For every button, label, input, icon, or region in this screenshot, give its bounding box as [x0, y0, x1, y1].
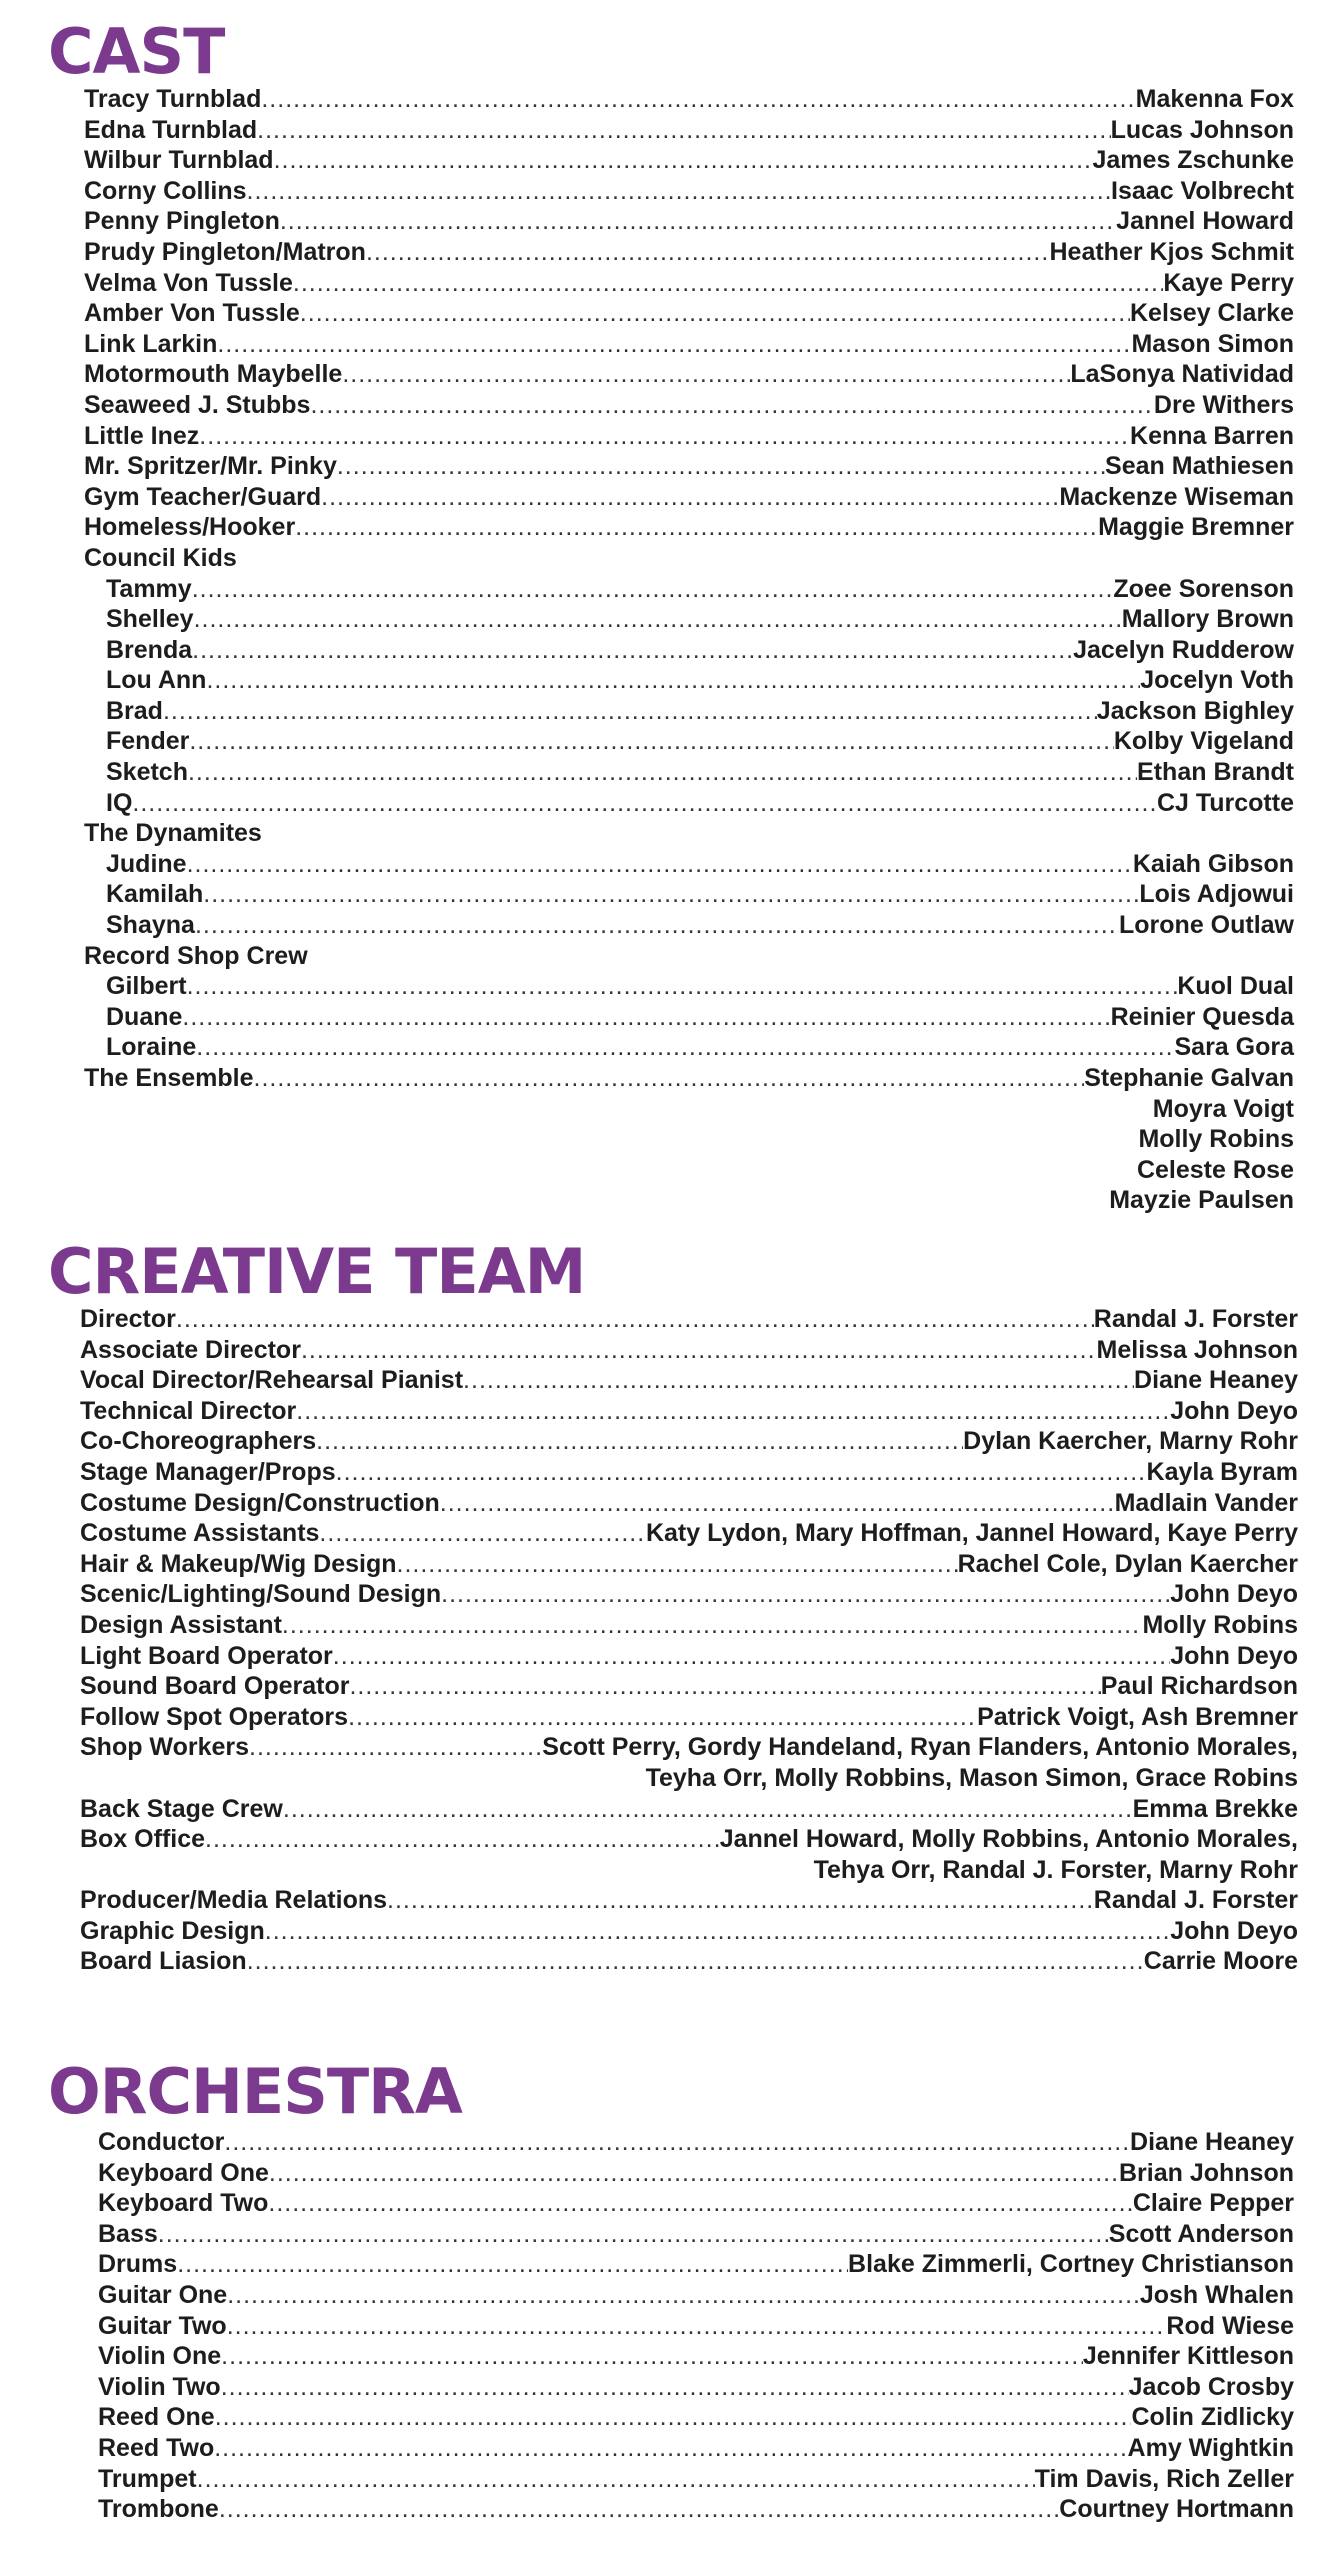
- cast-heading: CAST: [48, 15, 225, 88]
- role-label: Shelley: [106, 605, 194, 634]
- dot-leader: [441, 1579, 1170, 1610]
- performer-name: Jocelyn Voth: [1140, 666, 1294, 695]
- performer-name: Brian Johnson: [1118, 2158, 1294, 2187]
- performer-name: Patrick Voigt, Ash Bremner: [977, 1702, 1298, 1731]
- performer-name: John Deyo: [1170, 1396, 1298, 1425]
- credit-row: [84, 543, 1294, 574]
- performer-name: CJ Turcotte: [1156, 788, 1294, 817]
- role-label: Tracy Turnblad: [84, 85, 262, 113]
- orchestra-heading: ORCHESTRA: [48, 2055, 462, 2128]
- credit-row: [84, 1063, 1294, 1094]
- role-label: Reed One: [98, 2403, 215, 2432]
- dot-leader: [282, 1610, 1143, 1641]
- dot-leader: [333, 1641, 1170, 1672]
- credit-row: [80, 1335, 1298, 1366]
- dot-leader: [274, 145, 1093, 176]
- performer-name: Amy Wightkin: [1127, 2433, 1294, 2462]
- role-label: Fender: [106, 727, 190, 756]
- credit-row: [84, 849, 1294, 880]
- credit-row: [80, 1855, 1298, 1886]
- dot-leader: [217, 329, 1131, 360]
- dot-leader: [247, 1946, 1144, 1977]
- dot-leader: [336, 1457, 1147, 1488]
- role-label: IQ: [106, 788, 133, 817]
- performer-name: Diane Heaney: [1130, 2128, 1294, 2156]
- credit-row: [98, 2464, 1294, 2495]
- performer-name: Heather Kjos Schmit: [1049, 237, 1294, 266]
- role-label: Brad: [106, 696, 163, 725]
- credit-row: [98, 2188, 1294, 2219]
- credit-row: [84, 971, 1294, 1002]
- role-label: Guitar Two: [98, 2311, 227, 2340]
- role-label: Co-Choreographers: [80, 1427, 317, 1456]
- dot-leader: [261, 84, 1135, 115]
- performer-name: Jannel Howard, Molly Robbins, Antonio Morales,: [719, 1825, 1298, 1854]
- dot-leader: [342, 359, 1070, 390]
- role-label: Duane: [106, 1002, 183, 1031]
- role-label: Lou Ann: [106, 666, 207, 695]
- credit-row: [80, 1763, 1298, 1794]
- performer-name: Scott Anderson: [1108, 2219, 1294, 2248]
- role-label: Scenic/Lighting/Sound Design: [80, 1580, 442, 1609]
- credit-row: [80, 1426, 1298, 1457]
- role-label: Follow Spot Operators: [80, 1702, 349, 1731]
- credit-row: [84, 726, 1294, 757]
- role-label: Stage Manager/Props: [80, 1457, 336, 1486]
- dot-leader: [219, 2494, 1059, 2525]
- group-heading: The Dynamites: [84, 819, 262, 848]
- credit-row: [80, 1671, 1298, 1702]
- role-label: Light Board Operator: [80, 1641, 333, 1670]
- credit-row: [80, 1457, 1298, 1488]
- role-label: Box Office: [80, 1825, 206, 1854]
- role-label: Violin Two: [98, 2372, 221, 2401]
- dot-leader: [205, 1824, 720, 1855]
- performer-name: Claire Pepper: [1132, 2189, 1294, 2218]
- credit-row: [84, 268, 1294, 299]
- role-label: Gym Teacher/Guard: [84, 482, 322, 511]
- credit-row: [80, 1304, 1298, 1335]
- role-label: The Ensemble: [84, 1064, 254, 1092]
- performer-name: Maggie Bremner: [1098, 513, 1294, 542]
- performer-name: Sean Mathiesen: [1105, 452, 1294, 481]
- dot-leader: [440, 1488, 1115, 1519]
- credit-row: [84, 665, 1294, 696]
- role-label: Shayna: [106, 911, 195, 940]
- credit-row: [84, 788, 1294, 819]
- credit-row: [84, 696, 1294, 727]
- credit-row: [98, 2372, 1294, 2403]
- dot-leader: [215, 2402, 1132, 2433]
- dot-leader: [194, 604, 1122, 635]
- credit-row: [84, 574, 1294, 605]
- dot-leader: [203, 879, 1139, 910]
- role-label: Shop Workers: [80, 1733, 250, 1762]
- credit-row: [84, 359, 1294, 390]
- performer-name: Kenna Barren: [1130, 421, 1294, 450]
- role-label: Wilbur Turnblad: [84, 146, 274, 175]
- credit-row: [84, 390, 1294, 421]
- role-label: Seaweed J. Stubbs: [84, 390, 311, 419]
- credit-row: [84, 512, 1294, 543]
- credit-row: [84, 1124, 1294, 1155]
- credit-row: [84, 1094, 1294, 1125]
- dot-leader: [301, 1335, 1097, 1366]
- role-label: Sketch: [106, 758, 188, 787]
- performer-name: Stephanie Galvan: [1084, 1064, 1294, 1092]
- role-label: Trumpet: [98, 2464, 197, 2493]
- role-label: Penny Pingleton: [84, 207, 280, 236]
- dot-leader: [224, 2127, 1130, 2158]
- role-label: Director: [80, 1305, 176, 1333]
- performer-name: Dre Withers: [1153, 390, 1294, 419]
- performer-name: Jackson Bighley: [1096, 696, 1294, 725]
- role-label: Kamilah: [106, 880, 204, 909]
- performer-name: Scott Perry, Gordy Handeland, Ryan Flanders, Antonio Morales,: [542, 1733, 1298, 1762]
- credit-row: [84, 176, 1294, 207]
- performer-name: Katy Lydon, Mary Hoffman, Jannel Howard, Kaye Perry: [645, 1519, 1298, 1548]
- credit-row: [84, 1002, 1294, 1033]
- role-label: Keyboard Two: [98, 2189, 269, 2218]
- performer-name: Josh Whalen: [1139, 2280, 1294, 2309]
- performer-name: Lucas Johnson: [1110, 115, 1294, 144]
- performer-name: Mackenze Wiseman: [1059, 482, 1294, 511]
- performer-name: Dylan Kaercher, Marny Rohr: [963, 1427, 1298, 1456]
- performer-name: Kaiah Gibson: [1132, 849, 1294, 878]
- dot-leader: [337, 451, 1105, 482]
- dot-leader: [195, 910, 1119, 941]
- orchestra-list: [98, 2127, 1294, 2525]
- dot-leader: [187, 849, 1133, 880]
- performer-name: Tim Davis, Rich Zeller: [1034, 2464, 1294, 2493]
- role-label: Technical Director: [80, 1396, 297, 1425]
- role-label: Velma Von Tussle: [84, 268, 293, 297]
- credit-row: [98, 2249, 1294, 2280]
- credit-row: [80, 1396, 1298, 1427]
- performer-name: Madlain Vander: [1114, 1488, 1298, 1517]
- role-label: Vocal Director/Rehearsal Pianist: [80, 1366, 464, 1395]
- performer-name: Rachel Cole, Dylan Kaercher: [957, 1549, 1298, 1578]
- credit-row: [80, 1518, 1298, 1549]
- dot-leader: [199, 421, 1130, 452]
- role-label: Design Assistant: [80, 1610, 282, 1639]
- role-label: Guitar One: [98, 2280, 228, 2309]
- performer-name: Blake Zimmerli, Cortney Christianson: [848, 2250, 1294, 2279]
- role-label: Associate Director: [80, 1335, 301, 1364]
- performer-name: Celeste Rose: [1136, 1155, 1294, 1184]
- credit-row: [84, 1185, 1294, 1216]
- credit-row: [84, 421, 1294, 452]
- performer-name: Molly Robins: [1138, 1125, 1294, 1154]
- role-label: Edna Turnblad: [84, 115, 258, 144]
- role-label: Loraine: [106, 1033, 197, 1062]
- performer-name: LaSonya Natividad: [1070, 360, 1294, 389]
- cast-list: [84, 84, 1294, 1216]
- dot-leader: [366, 237, 1050, 268]
- dot-leader: [265, 1916, 1170, 1947]
- role-label: Drums: [98, 2250, 178, 2279]
- dot-leader: [349, 1671, 1100, 1702]
- dot-leader: [280, 206, 1116, 237]
- dot-leader: [321, 482, 1059, 513]
- role-label: Board Liasion: [80, 1947, 247, 1976]
- credit-row: [84, 298, 1294, 329]
- credit-row: [80, 1610, 1298, 1641]
- creative-team-list: [80, 1304, 1298, 1977]
- performer-name: Courtney Hortmann: [1059, 2495, 1294, 2524]
- dot-leader: [132, 788, 1157, 819]
- credit-row: [98, 2433, 1294, 2464]
- credit-row: [84, 115, 1294, 146]
- dot-leader: [187, 971, 1178, 1002]
- dot-leader: [192, 574, 1114, 605]
- performer-name: Molly Robins: [1142, 1610, 1298, 1639]
- dot-leader: [227, 2311, 1167, 2342]
- credit-row: [84, 237, 1294, 268]
- performer-name: Randal J. Forster: [1093, 1886, 1298, 1915]
- performer-name: Jacob Crosby: [1128, 2372, 1294, 2401]
- group-heading: Record Shop Crew: [84, 941, 308, 970]
- credit-row: [98, 2219, 1294, 2250]
- dot-leader: [254, 1063, 1085, 1094]
- dot-leader: [387, 1885, 1094, 1916]
- performer-name: Isaac Volbrecht: [1111, 176, 1294, 205]
- role-label: Sound Board Operator: [80, 1672, 350, 1701]
- performer-name: Zoee Sorenson: [1113, 574, 1294, 603]
- credit-row: [98, 2341, 1294, 2372]
- credit-row: [80, 1732, 1298, 1763]
- performer-name: James Zschunke: [1092, 146, 1294, 175]
- credit-row: [84, 879, 1294, 910]
- performer-name: Diane Heaney: [1134, 1366, 1298, 1395]
- performer-name: Lorone Outlaw: [1119, 911, 1294, 940]
- dot-leader: [283, 1794, 1133, 1825]
- role-label: Violin One: [98, 2342, 222, 2371]
- dot-leader: [310, 390, 1153, 421]
- performer-name: Kelsey Clarke: [1129, 299, 1294, 328]
- credit-row: [84, 451, 1294, 482]
- credit-row: [80, 1488, 1298, 1519]
- dot-leader: [188, 757, 1137, 788]
- performer-name: Jacelyn Rudderow: [1073, 635, 1294, 664]
- role-label: Judine: [106, 849, 187, 878]
- dot-leader: [189, 726, 1114, 757]
- role-label: Producer/Media Relations: [80, 1886, 388, 1915]
- role-label: Corny Collins: [84, 176, 247, 205]
- dot-leader: [214, 2433, 1127, 2464]
- role-label: Conductor: [98, 2128, 225, 2156]
- performer-name: Lois Adjowui: [1139, 880, 1294, 909]
- dot-leader: [319, 1518, 646, 1549]
- role-label: Reed Two: [98, 2433, 215, 2462]
- performer-name: Mallory Brown: [1121, 605, 1294, 634]
- dot-leader: [176, 1304, 1094, 1335]
- credit-row: [84, 1155, 1294, 1186]
- credit-row: [98, 2158, 1294, 2189]
- performer-name: Emma Brekke: [1132, 1794, 1298, 1823]
- dot-leader: [247, 176, 1112, 207]
- credit-row: [84, 818, 1294, 849]
- dot-leader: [206, 665, 1140, 696]
- credit-row: [84, 1032, 1294, 1063]
- dot-leader: [269, 2158, 1119, 2189]
- dot-leader: [463, 1365, 1134, 1396]
- credit-row: [80, 1946, 1298, 1977]
- role-label: Homeless/Hooker: [84, 513, 296, 542]
- performer-name: Jannel Howard: [1116, 207, 1294, 236]
- credit-row: [80, 1794, 1298, 1825]
- dot-leader: [227, 2280, 1140, 2311]
- role-label: Graphic Design: [80, 1916, 265, 1945]
- role-label: Costume Design/Construction: [80, 1488, 440, 1517]
- performer-name: Teyha Orr, Molly Robbins, Mason Simon, Grace Robins: [645, 1763, 1298, 1792]
- credit-row: [84, 329, 1294, 360]
- credit-row: [98, 2494, 1294, 2525]
- credit-row: [84, 635, 1294, 666]
- dot-leader: [182, 1002, 1110, 1033]
- dot-leader: [397, 1549, 958, 1580]
- role-label: Brenda: [106, 635, 193, 664]
- dot-leader: [296, 1396, 1170, 1427]
- credit-row: [98, 2127, 1294, 2158]
- performer-name: Makenna Fox: [1135, 85, 1294, 113]
- credit-row: [98, 2402, 1294, 2433]
- credit-row: [84, 941, 1294, 972]
- credit-row: [80, 1579, 1298, 1610]
- credit-row: [84, 910, 1294, 941]
- performer-name: Ethan Brandt: [1137, 758, 1294, 787]
- performer-name: John Deyo: [1170, 1641, 1298, 1670]
- performer-name: Paul Richardson: [1100, 1672, 1298, 1701]
- dot-leader: [300, 298, 1130, 329]
- dot-leader: [177, 2249, 848, 2280]
- credit-row: [84, 145, 1294, 176]
- performer-name: Moyra Voigt: [1152, 1094, 1294, 1123]
- role-label: Keyboard One: [98, 2158, 269, 2187]
- performer-name: Colin Zidlicky: [1131, 2403, 1294, 2432]
- performer-name: Mason Simon: [1131, 329, 1294, 358]
- performer-name: Carrie Moore: [1143, 1947, 1298, 1976]
- dot-leader: [316, 1426, 963, 1457]
- credit-row: [84, 206, 1294, 237]
- credit-row: [80, 1916, 1298, 1947]
- creative-team-heading: CREATIVE TEAM: [48, 1235, 586, 1308]
- credit-row: [80, 1824, 1298, 1855]
- dot-leader: [249, 1732, 542, 1763]
- role-label: Prudy Pingleton/Matron: [84, 237, 366, 266]
- role-label: Costume Assistants: [80, 1519, 320, 1548]
- performer-name: Rod Wiese: [1166, 2311, 1294, 2340]
- credit-row: [84, 482, 1294, 513]
- credit-row: [80, 1641, 1298, 1672]
- performer-name: Kayla Byram: [1146, 1457, 1298, 1486]
- role-label: Link Larkin: [84, 329, 218, 358]
- performer-name: John Deyo: [1170, 1580, 1298, 1609]
- dot-leader: [348, 1702, 977, 1733]
- dot-leader: [268, 2188, 1132, 2219]
- credit-row: [84, 84, 1294, 115]
- role-label: Mr. Spritzer/Mr. Pinky: [84, 452, 337, 481]
- performer-name: Melissa Johnson: [1096, 1335, 1298, 1364]
- role-label: Amber Von Tussle: [84, 299, 300, 328]
- dot-leader: [295, 512, 1098, 543]
- performer-name: Kuol Dual: [1177, 972, 1294, 1001]
- role-label: Back Stage Crew: [80, 1794, 283, 1823]
- role-label: Little Inez: [84, 421, 200, 450]
- role-label: Motormouth Maybelle: [84, 360, 343, 389]
- performer-name: Jennifer Kittleson: [1082, 2342, 1294, 2371]
- performer-name: Reinier Quesda: [1110, 1002, 1294, 1031]
- credit-row: [80, 1885, 1298, 1916]
- performer-name: Kolby Vigeland: [1113, 727, 1294, 756]
- dot-leader: [257, 115, 1110, 146]
- dot-leader: [221, 2341, 1083, 2372]
- credit-row: [80, 1702, 1298, 1733]
- performer-name: Tehya Orr, Randal J. Forster, Marny Rohr: [813, 1855, 1298, 1884]
- credit-row: [98, 2280, 1294, 2311]
- dot-leader: [197, 2464, 1035, 2495]
- role-label: Bass: [98, 2219, 158, 2248]
- credit-row: [98, 2311, 1294, 2342]
- performer-name: Kaye Perry: [1163, 268, 1294, 297]
- credit-row: [84, 757, 1294, 788]
- performer-name: Randal J. Forster: [1093, 1305, 1298, 1333]
- dot-leader: [196, 1032, 1174, 1063]
- credit-row: [80, 1365, 1298, 1396]
- role-label: Trombone: [98, 2495, 219, 2524]
- dot-leader: [158, 2219, 1109, 2250]
- performer-name: Mayzie Paulsen: [1109, 1186, 1294, 1215]
- dot-leader: [192, 635, 1073, 666]
- role-label: Tammy: [106, 574, 192, 603]
- dot-leader: [221, 2372, 1129, 2403]
- dot-leader: [293, 268, 1163, 299]
- performer-name: Sara Gora: [1174, 1033, 1294, 1062]
- credit-row: [84, 604, 1294, 635]
- group-heading: Council Kids: [84, 543, 237, 572]
- role-label: Hair & Makeup/Wig Design: [80, 1549, 397, 1578]
- performer-name: John Deyo: [1170, 1916, 1298, 1945]
- credit-row: [80, 1549, 1298, 1580]
- role-label: Gilbert: [106, 972, 187, 1001]
- dot-leader: [163, 696, 1097, 727]
